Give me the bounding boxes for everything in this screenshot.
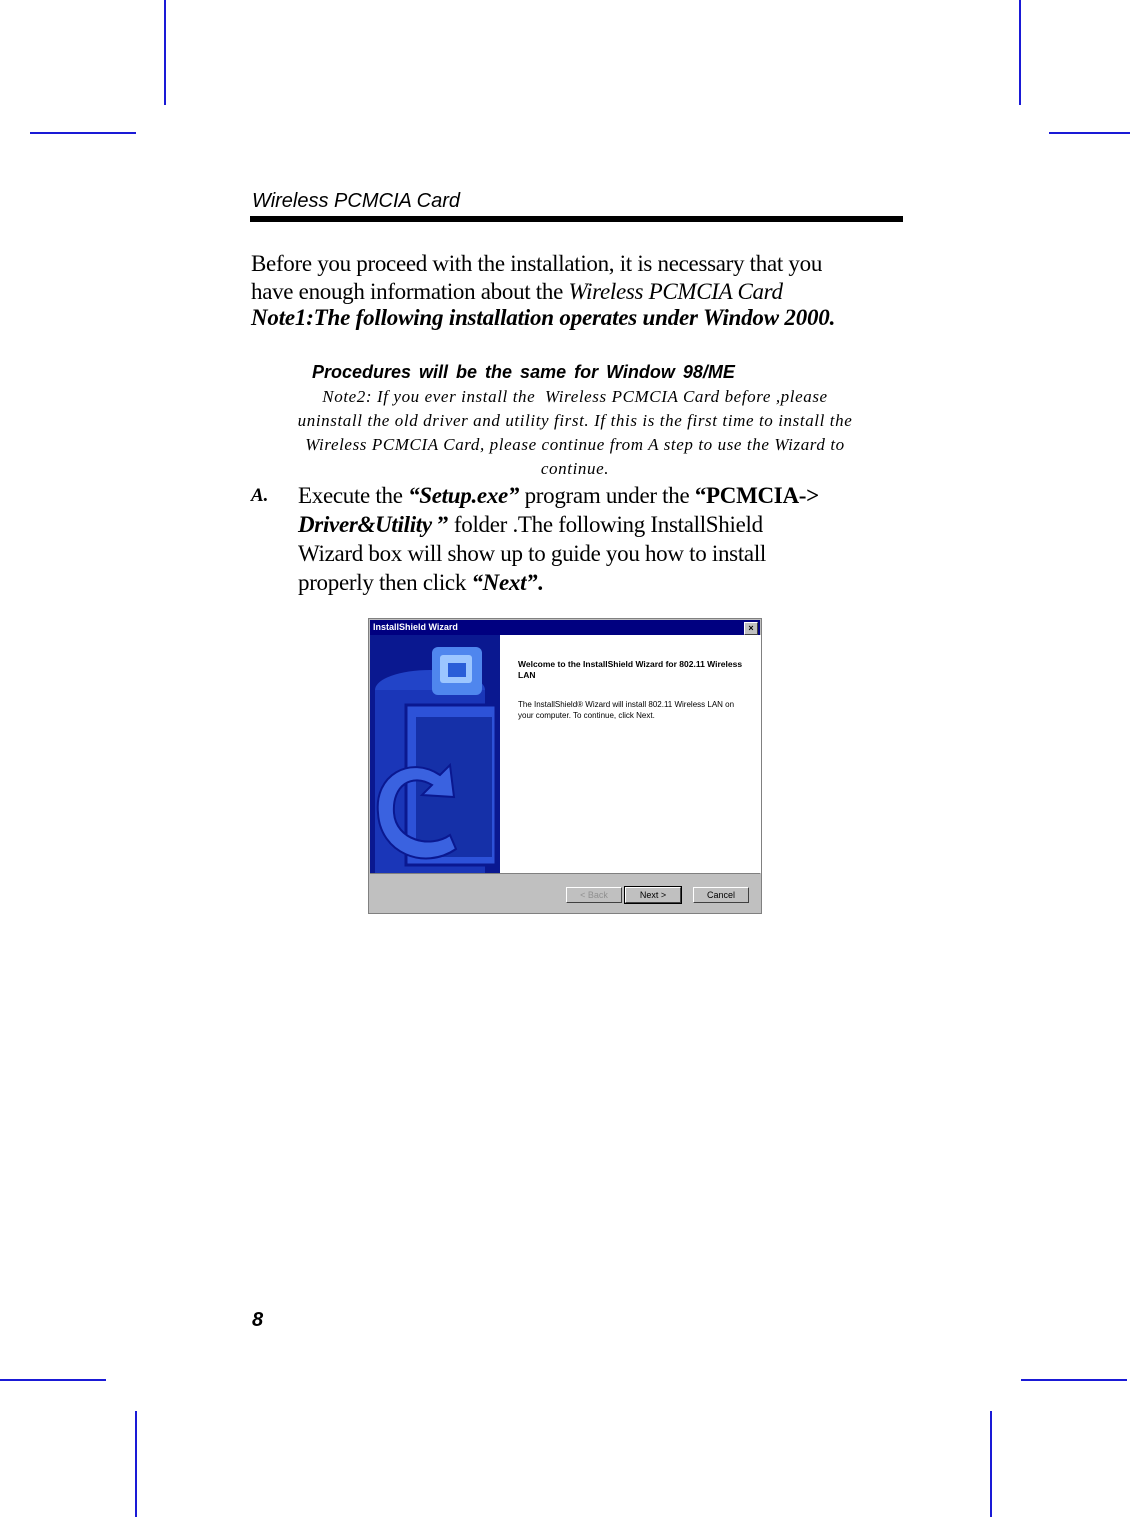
step-a-body [298,481,898,597]
intro-line-2-text: have enough information about the [251,279,569,304]
dialog-content [500,635,761,873]
setup-exe-name: “Setup.exe” [408,483,520,508]
crop-mark-bottom-left-horizontal [0,1379,106,1381]
period: . [537,570,543,595]
cancel-button[interactable]: Cancel [693,887,749,903]
step-text: folder .The following InstallShield [448,512,763,537]
close-button[interactable]: × [744,622,758,635]
procedures-note: Procedures will be the same for Window 98/ME [312,362,735,382]
back-button[interactable]: < Back [566,887,622,903]
step-text: properly then click [298,570,472,595]
step-letter: A. [251,485,269,506]
intro-line-2 [251,278,822,306]
next-keyword: “Next” [471,570,538,595]
note2-line-1: Note2: If you ever install the Wireless PCMCIA Card before ,please [322,387,828,406]
crop-mark-bottom-right-vertical [990,1411,992,1517]
pcmcia-folder: “PCMCIA-> [694,483,819,508]
quote-close: ” [431,512,449,537]
step-text: program under the [519,483,695,508]
header-rule [250,216,903,222]
dialog-title: InstallShield Wizard [373,622,458,632]
installshield-dialog [368,618,762,914]
note2-line-2: uninstall the old driver and utility first. If this is the first time to install the [297,411,853,430]
crop-mark-top-right-vertical [1019,0,1021,105]
crop-mark-top-left-horizontal [30,132,136,134]
next-button[interactable]: Next > [625,887,681,903]
intro-paragraph [251,250,822,306]
note2-line-3: Wireless PCMCIA Card, please continue from A step to use the Wizard to [305,435,845,454]
crop-mark-bottom-right-horizontal [1021,1379,1127,1381]
running-header: Wireless PCMCIA Card [252,190,460,212]
page-number: 8 [252,1309,264,1331]
installshield-logo-icon [370,635,500,873]
welcome-heading: Welcome to the InstallShield Wizard for 802.11 Wireless LAN [518,659,743,680]
intro-line-1: Before you proceed with the installation, it is necessary that you [251,251,823,276]
product-name: Wireless PCMCIA Card [568,279,783,304]
dialog-separator [370,873,760,874]
wizard-art-panel [370,635,500,873]
crop-mark-top-right-horizontal [1049,132,1130,134]
step-text: Execute the [298,483,409,508]
crop-mark-bottom-left-vertical [135,1411,137,1517]
crop-mark-top-left-vertical [164,0,166,105]
note1: Note1:The following installation operates under Window 2000. [251,305,836,330]
note2 [250,385,900,481]
driver-utility-folder: Driver&Utility [298,512,432,537]
welcome-description: The InstallShield® Wizard will install 802.11 Wireless LAN on your computer. To continue, click Next. [518,700,735,720]
step-text: Wizard box will show up to guide you how to install [298,541,767,566]
dialog-titlebar [370,620,760,635]
note2-line-4: continue. [540,459,610,478]
